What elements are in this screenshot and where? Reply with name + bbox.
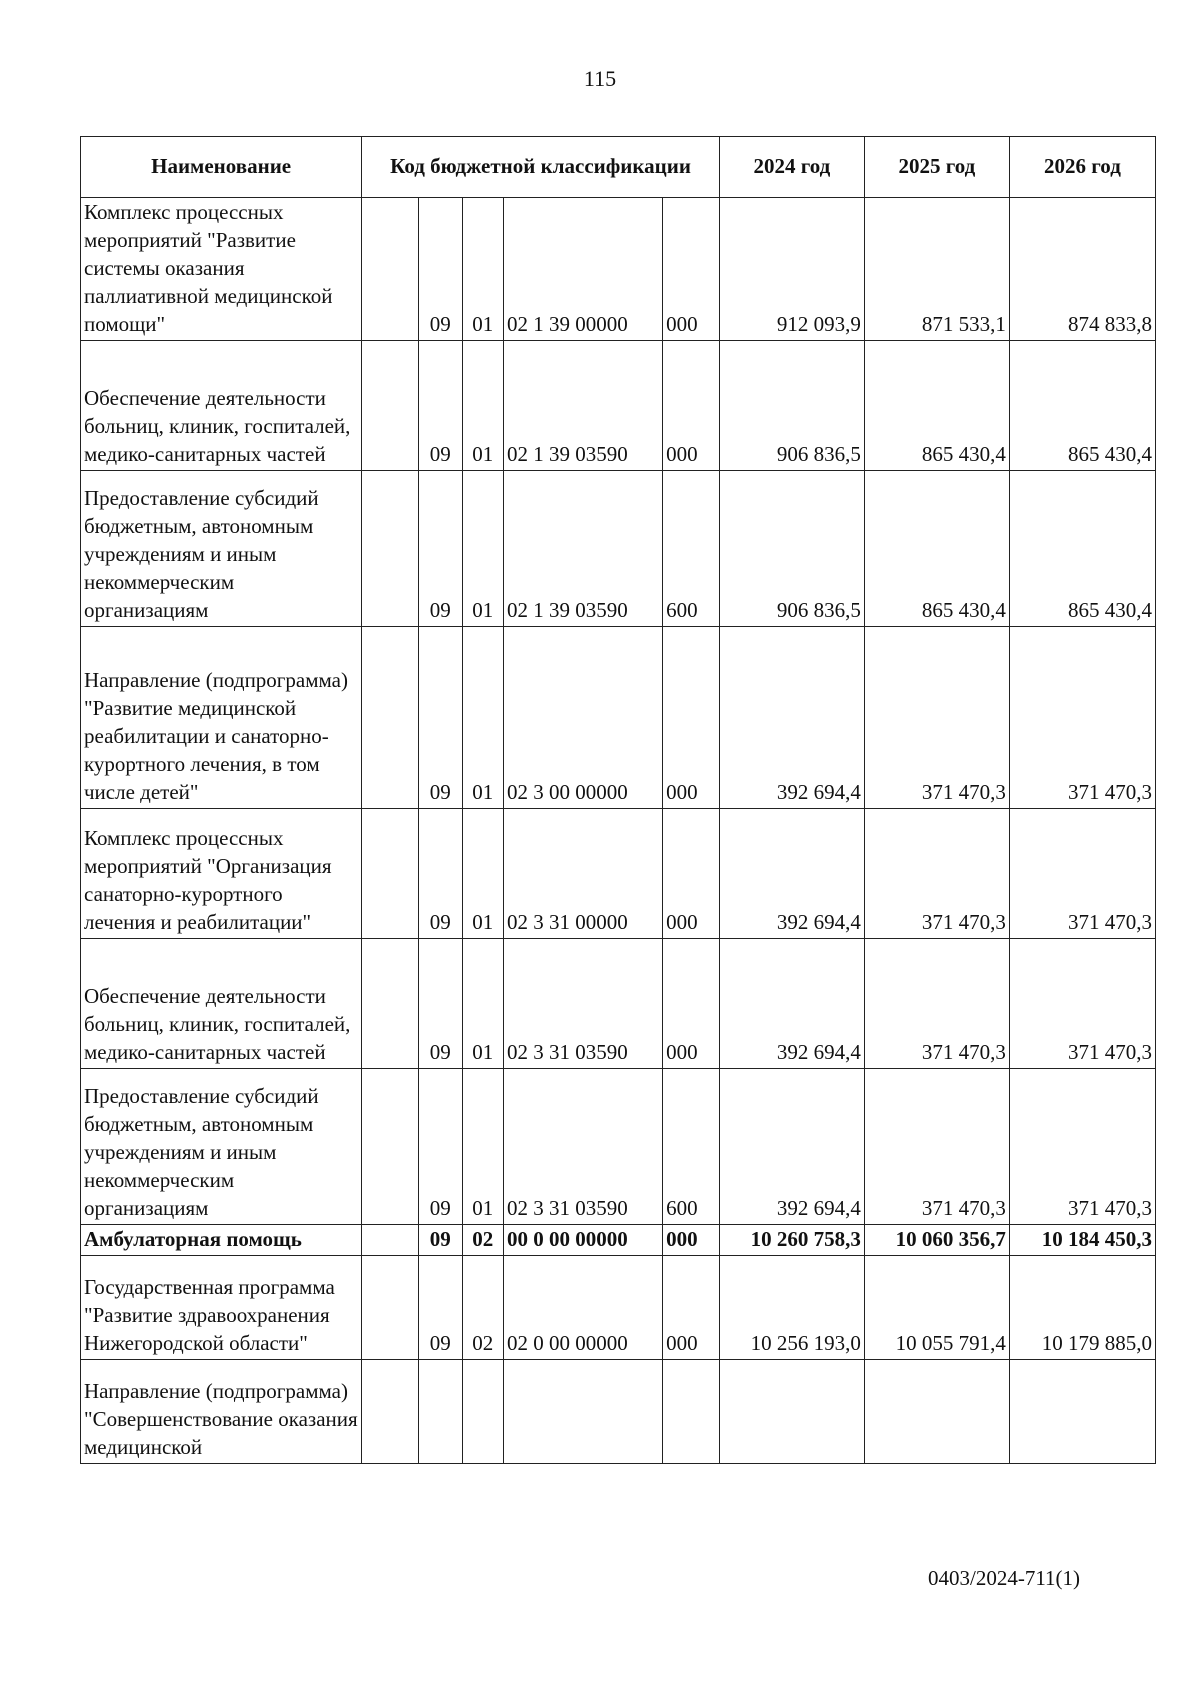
- row-2024-cell: 392 694,4: [719, 627, 864, 809]
- row-blank-cell: [362, 471, 419, 627]
- table-row: [81, 341, 1156, 471]
- row-subsection-cell: 01: [462, 1069, 503, 1225]
- row-2026-cell: 10 184 450,3: [1009, 1225, 1155, 1256]
- row-blank-cell: [362, 809, 419, 939]
- header-2024: 2024 год: [719, 137, 864, 198]
- row-blank-cell: [362, 198, 419, 341]
- row-blank-cell: [362, 939, 419, 1069]
- row-2026-cell: 865 430,4: [1009, 341, 1155, 471]
- row-expense-type-cell: 000: [663, 341, 720, 471]
- row-2026-cell: 10 179 885,0: [1009, 1256, 1155, 1360]
- row-2026-cell: [1009, 1360, 1155, 1464]
- row-expense-type-cell: [663, 1360, 720, 1464]
- row-name-cell: Направление (подпрограмма) "Совершенствование оказания медицинской: [81, 1360, 362, 1464]
- row-section-cell: 09: [418, 341, 462, 471]
- row-2025-cell: 371 470,3: [864, 939, 1009, 1069]
- row-name-cell: Обеспечение деятельности больниц, клиник, госпиталей, медико-санитарных частей: [81, 939, 362, 1069]
- row-name-cell: Предоставление субсидий бюджетным, автономным учреждениям и иным некоммерческим организациям: [81, 471, 362, 627]
- row-target-article-cell: 02 1 39 03590: [503, 471, 662, 627]
- row-2024-cell: 392 694,4: [719, 1069, 864, 1225]
- table-row: [81, 1256, 1156, 1360]
- row-2024-cell: 906 836,5: [719, 471, 864, 627]
- row-2025-cell: [864, 1360, 1009, 1464]
- row-2024-cell: 10 260 758,3: [719, 1225, 864, 1256]
- row-subsection-cell: [462, 1360, 503, 1464]
- row-2024-cell: 906 836,5: [719, 341, 864, 471]
- page-number: 115: [583, 66, 617, 91]
- row-section-cell: 09: [418, 1256, 462, 1360]
- table-row: [81, 627, 1156, 809]
- row-blank-cell: [362, 627, 419, 809]
- row-blank-cell: [362, 1225, 419, 1256]
- row-expense-type-cell: 600: [663, 1069, 720, 1225]
- header-2026: 2026 год: [1009, 137, 1155, 198]
- row-section-cell: 09: [418, 198, 462, 341]
- header-name: Наименование: [81, 137, 362, 198]
- row-section-cell: 09: [418, 627, 462, 809]
- row-name-cell: Предоставление субсидий бюджетным, автономным учреждениям и иным некоммерческим организациям: [81, 1069, 362, 1225]
- row-expense-type-cell: 000: [663, 939, 720, 1069]
- row-name-cell: Обеспечение деятельности больниц, клиник, госпиталей, медико-санитарных частей: [81, 341, 362, 471]
- row-name-cell: Комплекс процессных мероприятий "Развитие системы оказания паллиативной медицинской помощи": [81, 198, 362, 341]
- row-target-article-cell: 02 3 31 03590: [503, 939, 662, 1069]
- row-blank-cell: [362, 1256, 419, 1360]
- row-section-cell: 09: [418, 1225, 462, 1256]
- table-row: [81, 471, 1156, 627]
- row-expense-type-cell: 000: [663, 1225, 720, 1256]
- row-subsection-cell: 02: [462, 1256, 503, 1360]
- row-2026-cell: 865 430,4: [1009, 471, 1155, 627]
- row-target-article-cell: 02 1 39 00000: [503, 198, 662, 341]
- row-2025-cell: 371 470,3: [864, 809, 1009, 939]
- table-row: [81, 809, 1156, 939]
- row-subsection-cell: 01: [462, 471, 503, 627]
- row-blank-cell: [362, 1069, 419, 1225]
- row-2026-cell: 371 470,3: [1009, 627, 1155, 809]
- table-row: [81, 198, 1156, 341]
- row-name-cell: Направление (подпрограмма) "Развитие медицинской реабилитации и санаторно-курортного лечения, в том числе детей": [81, 627, 362, 809]
- row-target-article-cell: 02 0 00 00000: [503, 1256, 662, 1360]
- row-subsection-cell: 01: [462, 627, 503, 809]
- row-2025-cell: 871 533,1: [864, 198, 1009, 341]
- budget-table: [80, 136, 1156, 1464]
- row-subsection-cell: 01: [462, 341, 503, 471]
- row-2025-cell: 371 470,3: [864, 627, 1009, 809]
- row-section-cell: 09: [418, 471, 462, 627]
- row-section-cell: 09: [418, 1069, 462, 1225]
- row-section-cell: [418, 1360, 462, 1464]
- row-2026-cell: 874 833,8: [1009, 198, 1155, 341]
- row-2024-cell: [719, 1360, 864, 1464]
- table-row: [81, 1360, 1156, 1464]
- row-subsection-cell: 01: [462, 198, 503, 341]
- row-blank-cell: [362, 1360, 419, 1464]
- row-expense-type-cell: 600: [663, 471, 720, 627]
- row-2025-cell: 10 055 791,4: [864, 1256, 1009, 1360]
- row-2026-cell: 371 470,3: [1009, 939, 1155, 1069]
- row-expense-type-cell: 000: [663, 627, 720, 809]
- header-code: Код бюджетной классификации: [362, 137, 720, 198]
- row-2024-cell: 912 093,9: [719, 198, 864, 341]
- row-target-article-cell: 02 1 39 03590: [503, 341, 662, 471]
- row-name-cell: Государственная программа "Развитие здравоохранения Нижегородской области": [81, 1256, 362, 1360]
- row-expense-type-cell: 000: [663, 1256, 720, 1360]
- row-name-cell: Комплекс процессных мероприятий "Организация санаторно-курортного лечения и реабилитации": [81, 809, 362, 939]
- row-target-article-cell: 02 3 31 03590: [503, 1069, 662, 1225]
- table-row: [81, 1225, 1156, 1256]
- row-section-cell: 09: [418, 809, 462, 939]
- row-2024-cell: 392 694,4: [719, 939, 864, 1069]
- row-expense-type-cell: 000: [663, 809, 720, 939]
- row-2025-cell: 371 470,3: [864, 1069, 1009, 1225]
- document-code: 0403/2024-711(1): [928, 1566, 1081, 1590]
- table-header-row: [81, 137, 1156, 198]
- row-target-article-cell: 02 3 00 00000: [503, 627, 662, 809]
- row-subsection-cell: 01: [462, 809, 503, 939]
- row-2024-cell: 392 694,4: [719, 809, 864, 939]
- row-subsection-cell: 02: [462, 1225, 503, 1256]
- row-section-cell: 09: [418, 939, 462, 1069]
- row-blank-cell: [362, 341, 419, 471]
- row-2025-cell: 10 060 356,7: [864, 1225, 1009, 1256]
- table-row: [81, 1069, 1156, 1225]
- row-2025-cell: 865 430,4: [864, 341, 1009, 471]
- row-2025-cell: 865 430,4: [864, 471, 1009, 627]
- row-2026-cell: 371 470,3: [1009, 1069, 1155, 1225]
- row-2026-cell: 371 470,3: [1009, 809, 1155, 939]
- row-name-cell: Амбулаторная помощь: [81, 1225, 362, 1256]
- row-target-article-cell: 00 0 00 00000: [503, 1225, 662, 1256]
- row-target-article-cell: 02 3 31 00000: [503, 809, 662, 939]
- table-body: [81, 198, 1156, 1464]
- row-subsection-cell: 01: [462, 939, 503, 1069]
- row-2024-cell: 10 256 193,0: [719, 1256, 864, 1360]
- row-target-article-cell: [503, 1360, 662, 1464]
- row-expense-type-cell: 000: [663, 198, 720, 341]
- header-2025: 2025 год: [864, 137, 1009, 198]
- table-row: [81, 939, 1156, 1069]
